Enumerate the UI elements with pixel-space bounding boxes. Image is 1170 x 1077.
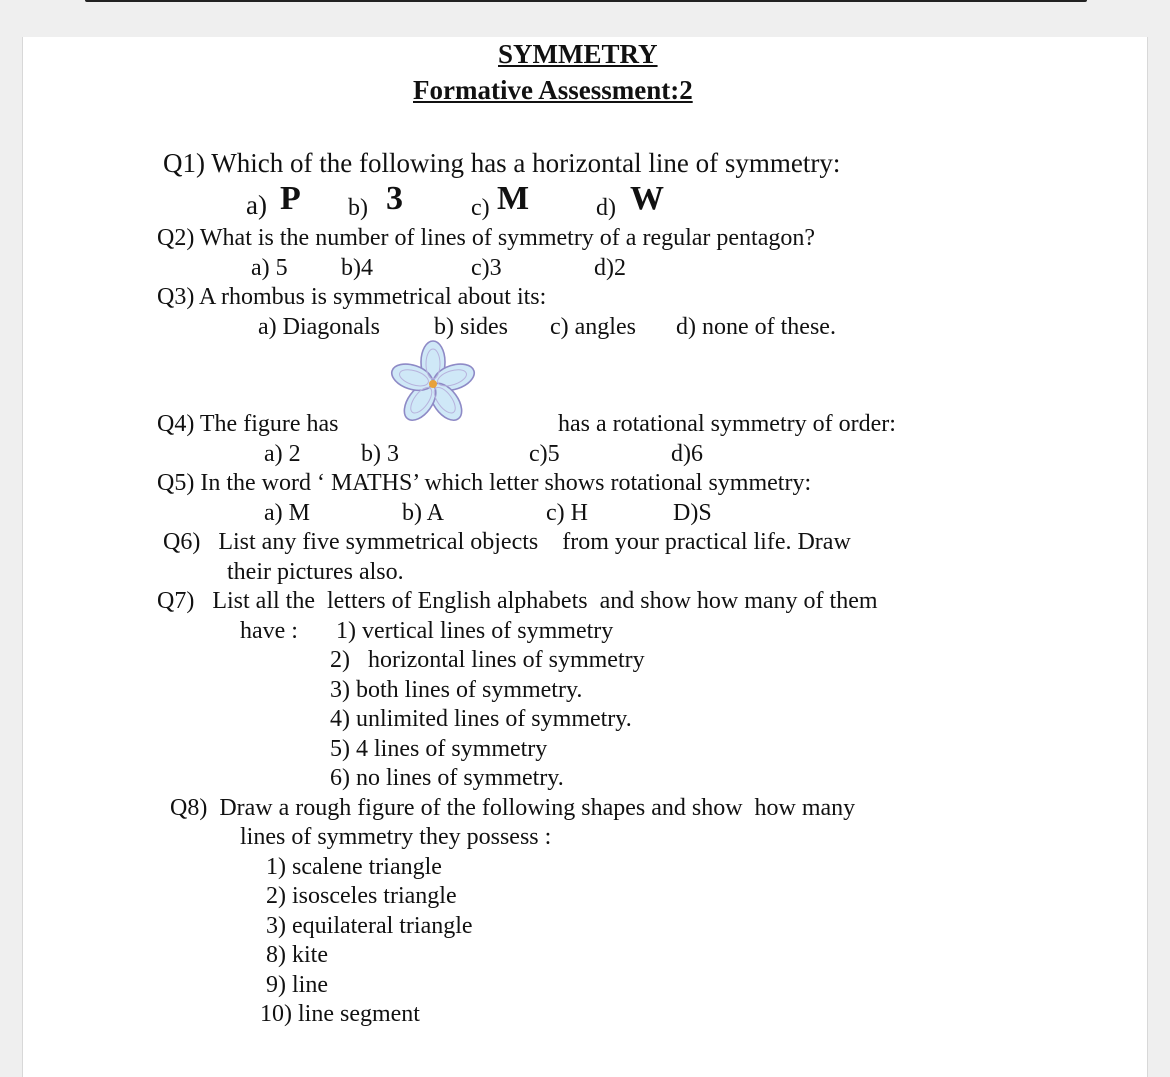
q4-option-c: c)5	[529, 441, 560, 467]
q3-option-a: a) Diagonals	[258, 314, 380, 340]
q8-item: 10) line segment	[260, 1001, 420, 1027]
q8-item: 1) scalene triangle	[266, 854, 442, 880]
q7-line-1: Q7) List all the letters of English alphabets and show how many of them	[157, 588, 878, 614]
q3-option-c: c) angles	[550, 314, 636, 340]
q2-option-c: c)3	[471, 255, 502, 281]
q1-option-c-value: M	[497, 180, 530, 217]
q3-option-d: d) none of these.	[676, 314, 836, 340]
q4-question-start: Q4) The figure has	[157, 411, 339, 437]
q8-item: 8) kite	[266, 942, 328, 968]
q2-option-b: b)4	[341, 255, 373, 281]
q4-option-a: a) 2	[264, 441, 301, 467]
q5-option-b: b) A	[402, 500, 444, 526]
q1-option-a-value: P	[280, 180, 301, 217]
q5-option-c: c) H	[546, 500, 588, 526]
q1-question: Q1) Which of the following has a horizontal line of symmetry:	[163, 148, 841, 178]
page-subtitle: Formative Assessment:2	[413, 75, 693, 105]
q1-option-d-label: d)	[596, 195, 616, 221]
q7-item: 4) unlimited lines of symmetry.	[330, 706, 632, 732]
q5-option-a: a) M	[264, 500, 310, 526]
q2-question: Q2) What is the number of lines of symmetry of a regular pentagon?	[157, 225, 816, 251]
q1-option-b-label: b)	[348, 195, 368, 221]
q1-option-a-label: a)	[246, 190, 267, 220]
q5-option-d: D)S	[673, 500, 712, 526]
document-page	[22, 37, 1148, 1077]
q6-line-2: their pictures also.	[227, 559, 404, 585]
q7-prefix: have :	[240, 618, 298, 644]
q8-line-1: Q8) Draw a rough figure of the following shapes and show how many	[170, 795, 856, 821]
q8-item: 3) equilateral triangle	[266, 913, 473, 939]
q7-item: 1) vertical lines of symmetry	[336, 618, 614, 644]
top-divider	[85, 0, 1087, 2]
q3-question: Q3) A rhombus is symmetrical about its:	[157, 284, 547, 310]
q7-item: 2) horizontal lines of symmetry	[330, 647, 645, 673]
q2-option-a: a) 5	[251, 255, 288, 281]
q1-option-d-value: W	[630, 180, 664, 217]
q4-option-b: b) 3	[361, 441, 399, 467]
q4-option-d: d)6	[671, 441, 703, 467]
page-title: SYMMETRY	[498, 39, 658, 69]
q1-option-c-label: c)	[471, 195, 490, 221]
q3-option-b: b) sides	[434, 314, 508, 340]
flower-figure-image	[384, 339, 482, 427]
q5-question: Q5) In the word ‘ MATHS’ which letter shows rotational symmetry:	[157, 470, 812, 496]
q4-question-end: has a rotational symmetry of order:	[558, 411, 896, 437]
q8-item: 2) isosceles triangle	[266, 883, 457, 909]
q7-item: 6) no lines of symmetry.	[330, 765, 564, 791]
q1-option-b-value: 3	[386, 180, 403, 217]
q7-item: 5) 4 lines of symmetry	[330, 736, 548, 762]
q8-item: 9) line	[266, 972, 328, 998]
q2-option-d: d)2	[594, 255, 626, 281]
q8-line-2: lines of symmetry they possess :	[240, 824, 552, 850]
q7-item: 3) both lines of symmetry.	[330, 677, 583, 703]
q6-line-1: Q6) List any five symmetrical objects from your practical life. Draw	[163, 529, 851, 555]
